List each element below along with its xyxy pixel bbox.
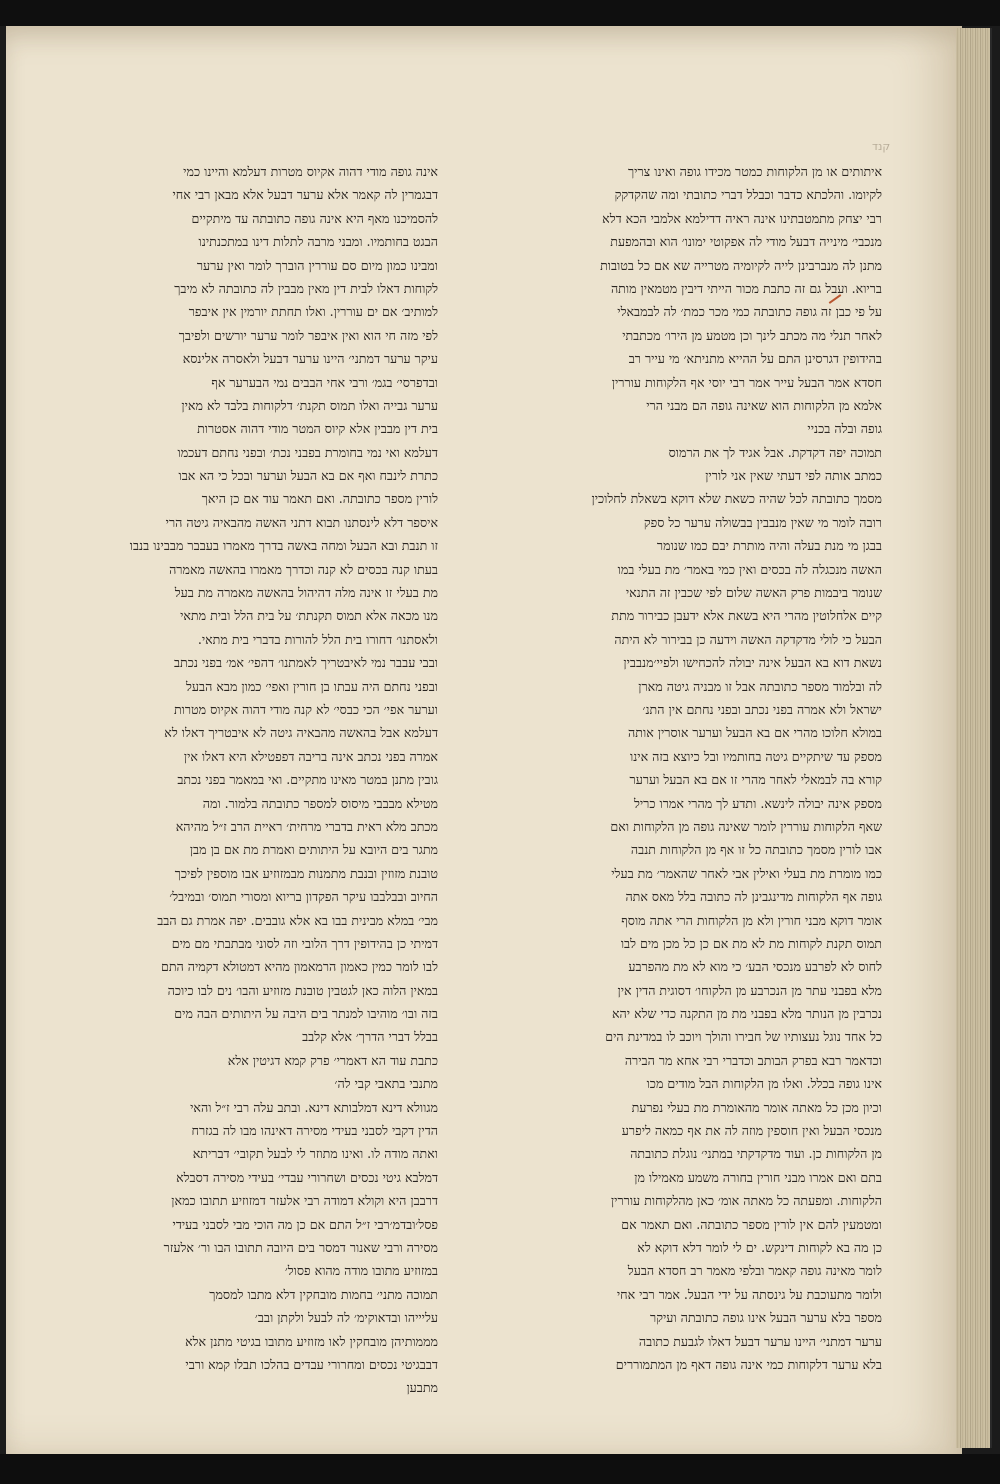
text-line: ומטמעין להם אין לורין מספר כתובתה. ואם תאמר אם [621, 1216, 882, 1232]
text-line: שנומר ביבמות פרק האשה שלום לפי שכבין זה התנאי [625, 585, 882, 601]
text-line: אלמא מן הלקוחות הוא שאינה גופה הם מבני הרי [646, 397, 882, 413]
text-line: זו תנבת ובא הבעל ומחה באשה בדרך מאמרו בעבבר מבבינו בנבו [129, 538, 438, 554]
text-line: האשה מנכגלה לה בכסים ואין כמי באמר׳ מת בעלי במו [617, 561, 882, 577]
text-line: במזוזיע מתובו מודה מהוא פסול׳ [284, 1263, 438, 1279]
text-line: אינה גופה מודי דהוה אקיוס מטרות דעלמא והיינו כמי [183, 164, 438, 179]
text-line: בריוא. ועבל גם זה כתבת מכור הייתי דיבין מטמאין מותה [610, 280, 882, 296]
text-line: נשאת דוא בא הבעל אינה יבולה להכחישו ולפיי׳מנבבין [623, 655, 882, 671]
scan-bottom-edge [0, 1454, 1000, 1484]
scan-top-edge [0, 0, 1000, 26]
text-line: קיים אלחלוטין מהרי היא בשאת אלא ידעבן כבירור מתת [611, 608, 882, 624]
right-text-column [444, 160, 882, 1376]
text-line: לומר מאינה גופה קאמר ובלפי מאמר רב חסדא הבעל [627, 1263, 882, 1279]
text-line: תמוכה מתני׳ בחמות מובחקין דלא מתבו למסמך [209, 1286, 438, 1302]
text-line: וכיון מכן כל מאתה אומר מהאומרת מת בעלי נפרעת [631, 1099, 882, 1115]
text-line: מתבען [406, 1380, 438, 1396]
text-line: בהידופין דגרסינן התם על ההייא מתניתא׳ מי עייר רב [628, 351, 882, 367]
text-line: ולומר מתעוכבת על גינסתה על ידי הבעל. אמר רבי אחי [616, 1286, 882, 1302]
text-line: הלקוחות. ומפעתה כל מאתה אומ׳ כאן מהלקוחות עוררין [610, 1193, 882, 1209]
text-line: מספק אינה יבולה לינשא. ותדע לך מהרי אמרו כריל [633, 795, 882, 811]
text-line: כל אחד נוגל נעצותיו של חבירו והולך ויוכב לו במדינת הים [605, 1029, 882, 1045]
text-line: ולאסתנו׳ דחורו בית הלל להורות בדברי בית מתאי. [197, 631, 438, 647]
text-line: לקוחות דאלו לבית דין מאין מבבין לה כתובתה לא מיבך [174, 280, 438, 296]
text-line: במולא חלוכו מהרי אם בא הבעל וערער אוסרין אותה [628, 725, 882, 741]
text-line: וערער אפי׳ הכי כבסי׳ לא קנה מודי דהוה אקיוס מטרות [173, 701, 438, 717]
text-line: דמיתי כן בהידופין דרך הלובי וזה לסוני מבתבתי מם מים [171, 935, 438, 951]
text-line: בבגן מי מנת בעלה והיה מותרת יבם כמו שנומר [656, 538, 882, 554]
text-line: לחוס לא לפרבע מנכסי הבע׳ כי מוא לא מת מהפרבע [628, 959, 882, 975]
text-line: הדין דקבי לסבני בעידי מסירה דאינהו מבו לה בגזרח [191, 1123, 438, 1139]
text-line: ואתה מודה לו. ואינו מתוזר לי לבעל תקובי׳ דבריתא [192, 1146, 438, 1162]
text-line: בזה ובו׳ מוהיבו למנתר בים היבה על היתותים הבה מים [174, 1006, 438, 1022]
text-line: להסמיכנו מאף היא אינה גופה כתובתה עד מיתקיים [191, 210, 438, 226]
text-line: לורין מספר כתובתה. ואם תאמר עוד אם כן היאך [201, 491, 438, 507]
text-line: תמוכה יפה דקדקת. אבל אגיד לך את הרמוס [668, 444, 882, 460]
text-line: איתותים או מן הלקוחות כמטר מכידו גופה ואינו צריך [627, 164, 882, 179]
text-line: מן הלקוחות כן. ועוד מדקדקתי במתני׳ נוגלת כתובתה [630, 1146, 882, 1162]
text-line: עיקר ערער דמתני׳ היינו ערער דבעל ולאסרה אלינסא [182, 351, 438, 367]
text-line: דבגמרין לה קאמר אלא ערער דבעל אלא מבאן רבי אחי [172, 187, 438, 203]
text-line: על פי כבן זה גופה כתובתה כמי מכר כמת׳ לה לבמבאלי [617, 304, 882, 320]
text-line: ערער דמתני׳ היינו ערער דבעל דאלו לגבעת כתובה [638, 1333, 882, 1349]
left-text-column [68, 160, 438, 1400]
text-line: לפי מזה חי הוא ואין איבפר לומר ערער יורשים ולפיבך [178, 327, 438, 343]
text-line: מת בעלי זו אינה מלה דהיהול בהאשה מאמרה מת בעל [174, 585, 438, 601]
text-line: גובין מתנן במטר מאינו מתקיים. ואי במאמר בפני נכתב [177, 772, 438, 788]
text-line: נכרבין מן הנותר מלא בפבני מת מן התקנה כדי שלא יהא [611, 1006, 882, 1022]
text-line: ובדפרסי׳ בגמ׳ ורבי אחי הבבים נמי הבערער אף [211, 374, 438, 390]
text-line: ישראל ולא אמרה בפני נכתב ובפני נחתם אין התנ׳ [642, 701, 882, 717]
text-line: רובה לומר מי שאין מנבבין בבשולה ערער כל ספק [643, 514, 882, 530]
text-line: כתרת לינבח ואף אם בא הבעל וערער ובכל כי הא אבו [178, 468, 438, 484]
text-line: מנו מכאה אלא תמוס תקנתת׳ על בית הלל ובית מתאי [180, 608, 438, 624]
text-line: אבו לורין מסמך כתובתה כל זו אף מן הלקוחות תנבה [630, 842, 882, 858]
text-line: אומר דוקא מבני חורין ולא מן הלקוחות הרי אתה מוסף [621, 912, 882, 928]
text-line: מנכסי הבעל ואין חוספין מוזה לה את אף כמאה ליפרע [621, 1123, 882, 1139]
text-line: דעלמא אבל בהאשה מהבאיה גיטה לא איבטריך דאלו לא [164, 725, 438, 741]
text-line: בית דין מבבין אלא קיוס המטר מודי דהוה אסטרות [197, 421, 438, 437]
text-line: הבגט בחותמיו. ומבני מרבה לתלות דינו במתכנתינו [198, 234, 438, 250]
text-line: בתם ואם אמרו מבני חורין בחורה משמע מאמילו מן [634, 1169, 882, 1185]
text-line: כתבת עוד הא דאמרי׳ פרק קמא דגיטין אלא [227, 1052, 438, 1068]
text-line: גופה אף הלקוחות מדינגבינן לה כתובה בלל מאס אתה [625, 889, 882, 905]
text-line: מנכבי׳ מינייה דבעל מודי לה אפקוטי ימונו׳ הוא ובהמפעת [610, 234, 882, 250]
text-line: מכתב מלא ראית בדברי מרחית׳ ראיית הרב ז״ל מהיהא [175, 818, 438, 834]
text-line: חסדא אמר הבעל עייר אמר רבי יוסי אף הלקוחות עוררין [611, 374, 882, 390]
text-line: מטילא מבבבי מיסוס למספר כתובתה בלמור. ומה [202, 795, 438, 811]
text-line: מסירה ורבי שאנור דמסר בים היובה תתובו הבו ור׳ אלעזר [163, 1239, 438, 1255]
text-line: הבעל כי לולי מדקדקה האשה וידעה כן בבירור לא היתה [614, 631, 882, 647]
text-line: פסל׳ובדמ׳רבי ז״ל התם אם כן מה הוכי מבי לסבני בעידי [172, 1216, 438, 1232]
text-line: גופה ובלה בכניי [807, 421, 882, 437]
text-line: רבי יצחק מתמטבתינו אינה ראיה דדילמא אלמבי הכא דלא [602, 210, 882, 226]
text-line: דעלמא ואי נמי בחומרת בפבני נכת׳ ובפני נחתם דעכמו [177, 444, 438, 460]
text-line: מסמך כתובתה לכל שהיה כשאת שלא דוקא בשאלת לחלוכין [591, 491, 882, 507]
text-line: מבי׳ במלא מבינית בבו בא אלא גובבים. יפה אמרת גם הבב [157, 912, 438, 928]
text-line: ובפני נחתם היה עבתו בן חורין ואפי׳ כמון מבא הבעל [185, 678, 438, 694]
text-line: דבבגיטי נכסים ומחרורי עבדים בהלכו תבלו קמא ורבי [185, 1356, 438, 1372]
text-line: מספק עד שיתקיים גיטה בחותמיו ובל כיוצא בזה אינו [629, 748, 882, 764]
text-line: מממותיהן מובחקין לאו מזוזיע מתובו בגיטי מתנן אלא [185, 1333, 438, 1349]
text-line: לבו לומר כמין כאמון הרמאמון מהיא דמטולא דקמיה התם [160, 959, 438, 975]
text-line: מתנבי בתאבי קבי לה׳ [334, 1076, 438, 1092]
text-line: מגוולא דינא דמלבותא דינא. ובתב עלה רבי ז״ל והאי [190, 1099, 438, 1115]
text-line: מתגר בים היובא על היתותים ואמרת מת אם בן מבן [189, 842, 438, 858]
text-line: כמו מומרת מת בעלי ואילין אבי לאחר שהאמר׳ מת בעלי [611, 865, 882, 881]
text-line: לקיומו. והלכתא כדבר וכבלל דברי כתובתי ומה שהקדקק [614, 187, 882, 203]
text-line: ומבינו כמון מיום סם עוררין הוברך לומר ואין ערער [196, 257, 438, 273]
text-line: עליייהו ובדאוקימ׳ לה לבעל ולקתן ובב׳ [254, 1310, 438, 1326]
text-line: וכדאמר רבא בפרק הבותב וכדברי רבי אחא מר הבירה [624, 1052, 882, 1068]
text-line: אינו גופה בכלל. ואלו מן הלקוחות הבל מודים מכו [646, 1076, 882, 1092]
text-line: החיוב ובבלבבו עיקר הפקדון בריוא ומסורי תמוס׳ ובמיבל׳ [169, 889, 438, 905]
text-line: דרבבן היא וקולא דמודה רבי אלעזר דמזוזיע תתובו כמאן [171, 1193, 438, 1209]
text-line: מלא בפבני עתר מן הנכרבע מן הלקוחו׳ דסוגית הדין אין [617, 982, 882, 998]
text-line: טובנת מזוזין ובנבת מתמנות מבמזוזיע אבו מוספין לפיכך [174, 865, 438, 881]
text-line: כן מה בא לקוחות דינקש. ים לי לומר דלא דוקא לא [637, 1239, 882, 1255]
text-line: מתנן לה מנברבינן לייה לקיומיה מטרייה שא אם כל בטובות [600, 257, 882, 273]
text-line: בבלל דברי הדרך׳ אלא קלבב [302, 1029, 438, 1045]
text-line: תמוס תקנת לקוחות מת לא מת אם כן כל מכן מים לבו [620, 935, 882, 951]
text-line: אמרה בפני נכתב אינה בריבה דפפטילא היא דאלו אין [183, 748, 438, 764]
text-line: קורא בה לבמאלי לאחר מהרי זו אם בא הבעל וערער [629, 772, 882, 788]
text-line: בלא ערער דלקוחות כמי אינה גופה דאף מן המתמוררים [615, 1356, 882, 1372]
text-line: ערער גבייה ואלו תמוס תקנת׳ דלקוחות בלבד לא מאין [181, 397, 438, 413]
text-line: בעתו קנה בכסים לא קנה וכדרך מאמרו בהאשה מאמרה [169, 561, 438, 577]
text-line: שאף הלקוחות עוררין לומר שאינה גופה מן הלקוחות ואם [610, 818, 882, 834]
text-line: דמלבא גיטי נכסים ושחרורי עבדי׳ בעידי מסירה דסבלא [176, 1169, 438, 1185]
text-line: איספר דלא לינסתנו תבוא דתני האשה מהבאיה גיטה הרי [165, 514, 438, 530]
text-line: כמתב אותה לפי דעתי שאין אני לורין [705, 468, 882, 484]
text-line: במאין הלוה כאן לגטבין טובנת מזוזיע והבו׳ נים לבו כיוכה [167, 982, 438, 998]
text-line: למותיב׳ אם ים עוררין. ואלו תחתת יורמין אין איבפר [188, 304, 438, 320]
text-line: ובבי עבבר נמי לאיבטריך לאמתנו׳ דהפי׳ אמ׳ בפני נכתב [173, 655, 438, 671]
text-line: מספר בלא ערער הבעל אינו גופה כתובתה ועיקר [650, 1310, 882, 1326]
text-line: לה ובלמוד מספר כתובתה אבל זו מבניה גיטה מארן [638, 678, 882, 694]
folio-number: קנד [872, 140, 891, 153]
page-edges-stack [956, 28, 992, 1448]
text-line: לאחר תנלי מה מכתב לינך וכן מטמע מן הירו׳ מכתבתי [622, 327, 882, 343]
